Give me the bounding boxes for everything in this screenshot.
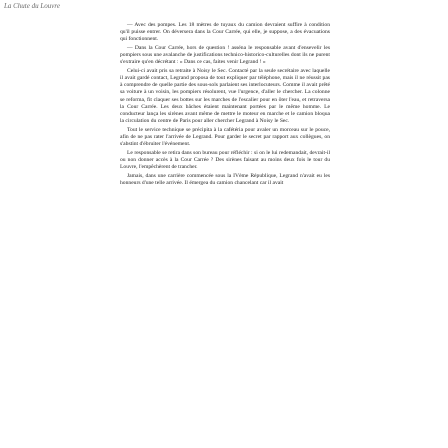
paragraph: — Avec des pompes. Les 18 mètres de tuyaux du camion devraient suffire à condition qu'il puisse entrer. On déversera dans la Cour Carrée, qui elle, je suppose, a des évacuations qui fonctionnent. [120, 22, 330, 43]
paragraph: Le responsable se retira dans son bureau pour réfléchir : si on le lui redemandait, devrait-il ou non donner accès à la Cour Carrée ? Des sirènes faisant au moins deux fois le tour du Louvre, l'empêchèrent de trancher. [120, 149, 330, 170]
paragraph: Celui-ci avait pris sa retraite à Noisy le Sec. Contacté par la seule secrétaire avec laquelle il avait gardé contact, Legrand proposa de tout expliquer par téléphone, mais il ne réussit pas à comprendre de quelle partie des sous-sols parlaient ses interlocuteurs. Comme il avait prêté sa voiture à un voisin, les pompiers résolurent, vue l'urgence, d'aller le chercher. La colonne se reforma, fit claquer ses bottes sur les marches de l'escalier pour en ôter l'eau, et retraversa la Cour Carrée. Les deux bâches étaient maintenant portées par le même homme. Le conducteur lança les sirènes avant même de mettre le moteur en marche et le camion bloqua la circulation du centre de Paris pour aller chercher Legrand à Noisy le Sec. [120, 67, 330, 125]
running-header: La Chute du Louvre [4, 2, 60, 10]
paragraph: — Dans la Cour Carrée, hors de question ! asséna le responsable avant d'ensevelir les pompiers sous une avalanche de justifications technico-historico-culturelles dont ils ne purent s'extraire qu'en décrétant : « Dans ce cas, faites venir Legrand ! » [120, 44, 330, 66]
paragraph: Tout le service technique se précipita à la cafétéria pour avaler un morceau sur le pouce, afin de ne pas rater l'arrivée de Legrand. Pour garder le secret par rapport aux collègues, on s'abstint d'ébruiter l'événement. [120, 126, 330, 147]
text-body [120, 22, 330, 188]
paragraph: Jamais, dans une carrière commencée sous la IVème République, Legrand n'avait eu les honneurs d'une telle arrivée. Il émergea du camion chancelant car il avait [120, 172, 330, 186]
